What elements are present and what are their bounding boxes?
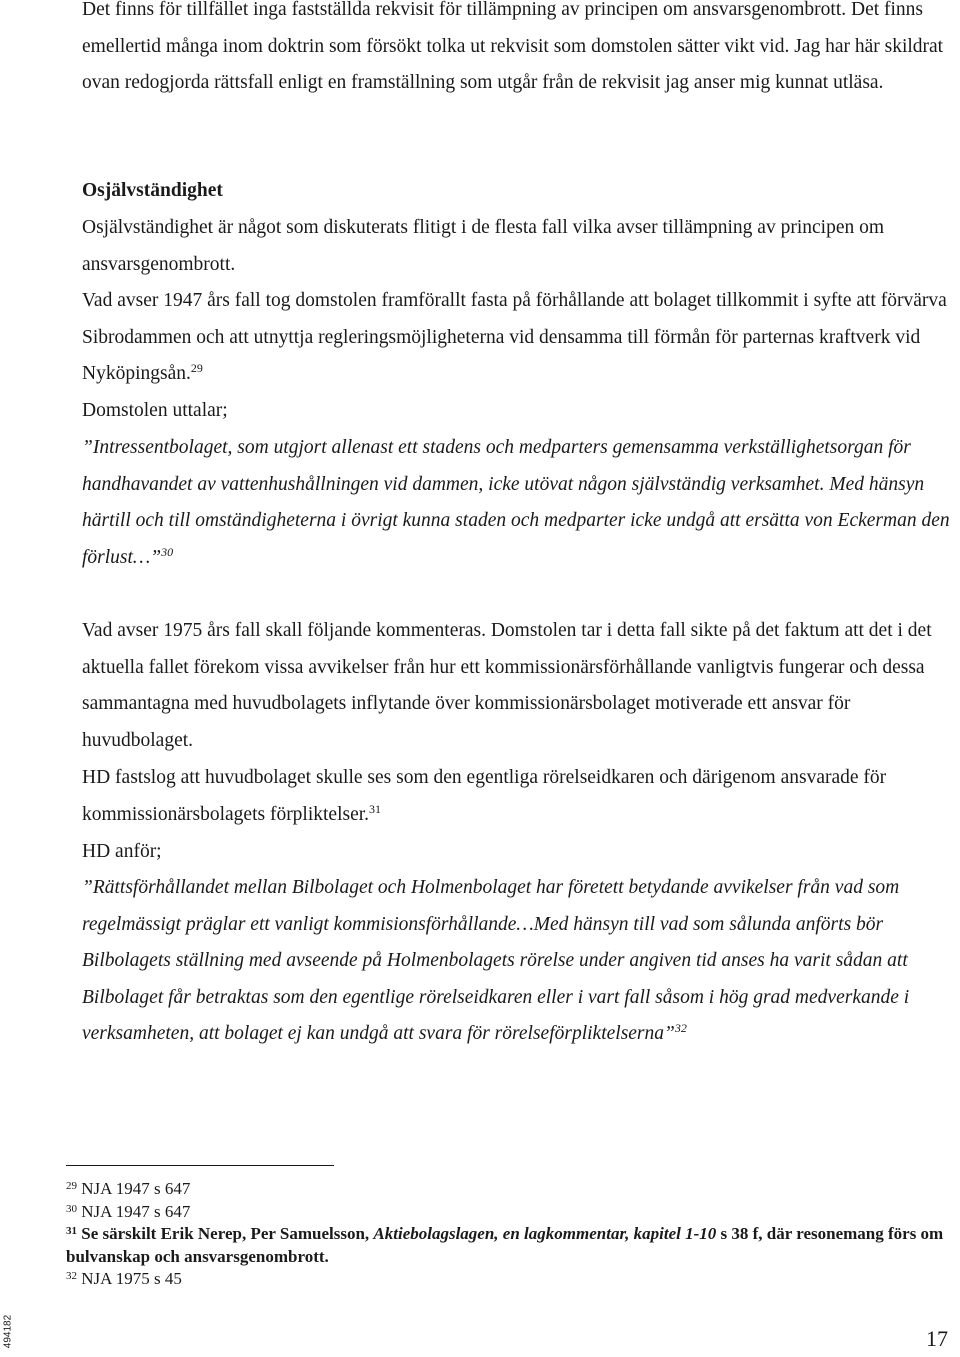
footnote-text-31-c: s 38 f, där resonemang förs om bulvanskap och ansvarsgenombrott.: [66, 1224, 944, 1266]
footnote-number-31: 31: [66, 1225, 77, 1237]
footnote-30: [66, 1201, 956, 1224]
paragraph-hd: HD anför;: [82, 841, 162, 862]
page-number: 17: [926, 1326, 948, 1351]
paragraph-intro: Det finns för tillfället inga fastställda rekvisit för tillämpning av principen om ansvarsgenombrott. Det finns emellertid många inom doktrin som försökt tolka ut rekvisit som domstolen sätter vikt vid. Jag har här skildrat ovan redogjorda rättsfall enligt en framställning som utgår från de rekvisit jag anser mig kunnat utläsa.: [82, 0, 944, 94]
quote-1947-text: ”Intressentbolaget, som utgjort allenast ett stadens och medparters gemensamma verkställighetsorgan för handhavandet av vattenhushållningen vid dammen, icke utövat någon självständig verksamhet. Med hänsyn härtill och till omständigheterna i övrigt kunna staden och medparter icke undgå att ersätta von Eckerman den förlust…”: [82, 437, 950, 568]
footnote-number-29: 29: [66, 1180, 77, 1192]
footnote-ref-30[interactable]: 30: [161, 544, 174, 559]
paragraph-osjalvstandighet: Osjälvständighet är något som diskuterats flitigt i de flesta fall vilka avser tillämpning av principen om ansvarsgenombrott.: [82, 217, 885, 275]
footnote-text-29: NJA 1947 s 647: [81, 1179, 191, 1198]
footnote-text-32: NJA 1975 s 45: [81, 1269, 182, 1288]
footnote-number-32: 32: [66, 1270, 77, 1282]
paragraph-1975-a: Vad avser 1975 års fall skall följande kommenteras. Domstolen tar i detta fall sikte på det faktum att det i det aktuella fallet förekom vissa avvikelser från hur ett kommissionärsförhållande vanligtvis fungerar och dessa sammantagna med huvudbolagets inflytande över kommissionärsbolaget motiverade ett ansvar för huvudbolaget.: [82, 620, 932, 751]
footnote-divider: [66, 1165, 334, 1166]
quote-1975-text: ”Rättsförhållandet mellan Bilbolaget och Holmenbolaget har företett betydande avvikelser från vad som regelmässigt präglar ett vanligt kommisionsförhållande…Med hänsyn till vad som sålunda anförts bör Bilbolagets ställning med avseende på Holmenbolagets rörelse under angiven tid anses ha varit sådan att Bilbolaget får betraktas som den egentlige rörelseidkaren eller i vart fall såsom i hög grad medverkande i verksamheten, att bolaget ej kan undgå att svara för rörelseförpliktelserna”: [82, 877, 910, 1045]
footnote-32: [66, 1268, 956, 1291]
footnote-text-31-title: Aktiebolagslagen, en lagkommentar, kapitel 1-10: [373, 1224, 717, 1243]
paragraph-1947: [82, 283, 954, 393]
paragraph-1975-b: [82, 760, 954, 833]
footnote-ref-29[interactable]: 29: [190, 361, 203, 376]
section-heading: Osjälvständighet: [82, 180, 223, 201]
paragraph-1975-b-text: HD fastslog att huvudbolaget skulle ses som den egentliga rörelseidkaren och därigenom ansvarade för kommissionärsbolagets förpliktelser.: [82, 767, 887, 825]
paragraph-1947-text: Vad avser 1947 års fall tog domstolen framförallt fasta på förhållande att bolaget tillkommit i syfte att förvärva Sibrodammen och att utnyttja regleringsmöjligheterna vid densamma till förmån för parternas kraftverk vid Nyköpingsån.: [82, 290, 947, 385]
footnote-text-30: NJA 1947 s 647: [81, 1201, 191, 1221]
footnote-ref-31[interactable]: 31: [369, 801, 382, 816]
document-id: 494182: [2, 1314, 14, 1349]
footnote-text-31-a: Se särskilt Erik Nerep, Per Samuelsson,: [81, 1224, 374, 1243]
footnotes: [66, 1178, 956, 1291]
quote-1975: [82, 870, 954, 1053]
footnote-number-30: 30: [66, 1202, 77, 1215]
footnote-29: [66, 1178, 956, 1201]
footnote-ref-32[interactable]: 32: [674, 1021, 687, 1036]
paragraph-domstolen: Domstolen uttalar;: [82, 400, 228, 421]
quote-1947: [82, 430, 954, 576]
footnote-31: [66, 1223, 956, 1268]
